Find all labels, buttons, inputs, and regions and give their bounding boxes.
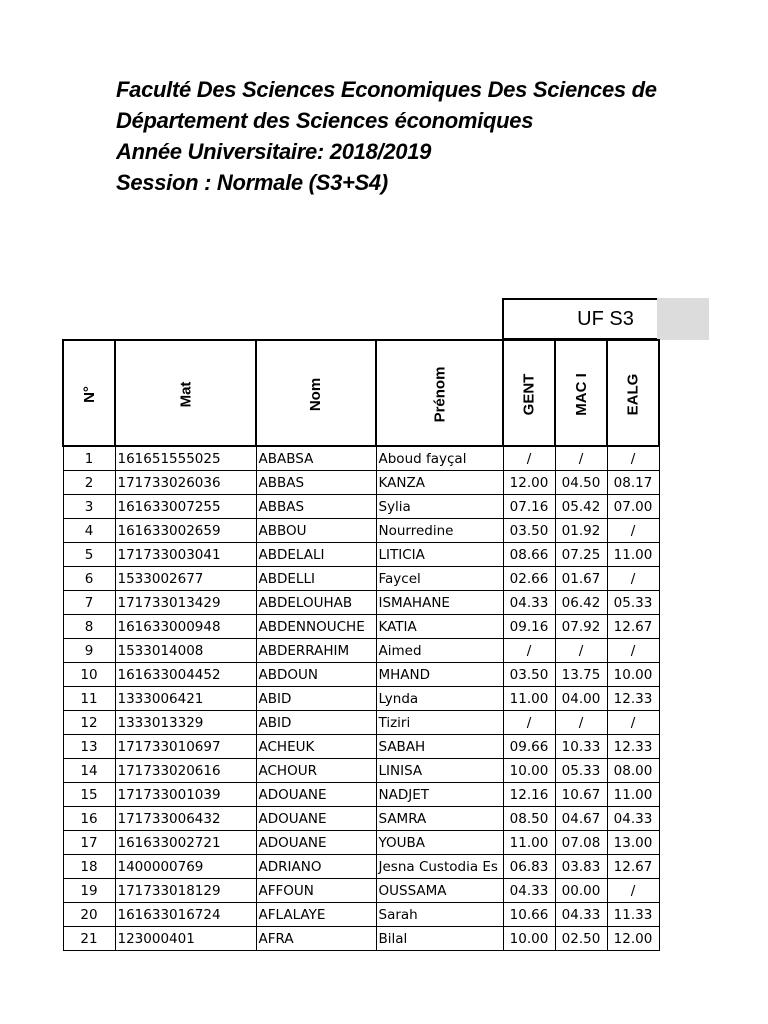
student-matricule: 161633007255: [115, 495, 256, 519]
student-matricule: 123000401: [115, 927, 256, 951]
student-matricule: 1333013329: [115, 711, 256, 735]
grades-table: [62, 339, 660, 951]
row-number: 10: [63, 663, 115, 687]
grade-ealg: /: [607, 567, 659, 591]
student-first-name: LITICIA: [376, 543, 503, 567]
student-matricule: 161633002659: [115, 519, 256, 543]
grade-ealg: 08.17: [607, 471, 659, 495]
table-row: [63, 879, 659, 903]
row-number: 16: [63, 807, 115, 831]
table-row: [63, 543, 659, 567]
row-number: 5: [63, 543, 115, 567]
grade-mac-i: 00.00: [555, 879, 607, 903]
table-row: [63, 831, 659, 855]
student-last-name: ADOUANE: [256, 783, 376, 807]
row-number: 12: [63, 711, 115, 735]
grade-ealg: /: [607, 879, 659, 903]
grade-mac-i: /: [555, 446, 607, 471]
table-row: [63, 495, 659, 519]
grade-ealg: /: [607, 711, 659, 735]
table-row: [63, 711, 659, 735]
student-first-name: KANZA: [376, 471, 503, 495]
student-matricule: 171733020616: [115, 759, 256, 783]
grade-gent: 10.00: [503, 927, 555, 951]
student-last-name: AFFOUN: [256, 879, 376, 903]
table-row: [63, 927, 659, 951]
grade-ealg: /: [607, 519, 659, 543]
grade-gent: 04.33: [503, 879, 555, 903]
grade-mac-i: 02.50: [555, 927, 607, 951]
student-first-name: SAMRA: [376, 807, 503, 831]
student-first-name: OUSSAMA: [376, 879, 503, 903]
table-row: [63, 446, 659, 471]
grade-gent: 12.00: [503, 471, 555, 495]
grade-gent: 08.50: [503, 807, 555, 831]
row-number: 20: [63, 903, 115, 927]
grade-gent: 12.16: [503, 783, 555, 807]
grade-gent: 10.00: [503, 759, 555, 783]
grade-mac-i: 03.83: [555, 855, 607, 879]
grade-mac-i: 04.50: [555, 471, 607, 495]
student-matricule: 1533002677: [115, 567, 256, 591]
grade-mac-i: 07.25: [555, 543, 607, 567]
row-number: 15: [63, 783, 115, 807]
table-row: [63, 855, 659, 879]
department-line: Département des Sciences économiques: [116, 108, 534, 133]
student-matricule: 171733026036: [115, 471, 256, 495]
faculty-line: Faculté Des Sciences Economiques Des Sciences de: [116, 77, 657, 102]
grade-ealg: /: [607, 639, 659, 663]
student-matricule: 161633004452: [115, 663, 256, 687]
student-matricule: 1400000769: [115, 855, 256, 879]
row-number: 11: [63, 687, 115, 711]
grade-mac-i: /: [555, 639, 607, 663]
row-number: 14: [63, 759, 115, 783]
grade-gent: 11.00: [503, 831, 555, 855]
student-first-name: ISMAHANE: [376, 591, 503, 615]
student-last-name: ABDERRAHIM: [256, 639, 376, 663]
grade-gent: /: [503, 639, 555, 663]
student-matricule: 161633000948: [115, 615, 256, 639]
student-last-name: ABBAS: [256, 495, 376, 519]
table-row: [63, 519, 659, 543]
grade-gent: 03.50: [503, 519, 555, 543]
grade-gent: /: [503, 446, 555, 471]
table-row: [63, 567, 659, 591]
row-number: 8: [63, 615, 115, 639]
column-header-mac-i: MAC I: [555, 340, 607, 446]
row-number: 18: [63, 855, 115, 879]
row-number: 19: [63, 879, 115, 903]
row-number: 13: [63, 735, 115, 759]
row-number: 17: [63, 831, 115, 855]
student-first-name: YOUBA: [376, 831, 503, 855]
table-row: [63, 591, 659, 615]
grade-mac-i: 04.67: [555, 807, 607, 831]
grade-ealg: 12.00: [607, 927, 659, 951]
student-first-name: Sarah: [376, 903, 503, 927]
column-header-prenom: Prénom: [376, 340, 503, 446]
student-first-name: Aimed: [376, 639, 503, 663]
student-first-name: Jesna Custodia Es: [376, 855, 503, 879]
grade-mac-i: 10.33: [555, 735, 607, 759]
student-matricule: 171733006432: [115, 807, 256, 831]
academic-year-line: Année Universitaire: 2018/2019: [116, 139, 432, 164]
grade-ealg: /: [607, 446, 659, 471]
student-first-name: MHAND: [376, 663, 503, 687]
student-last-name: ADOUANE: [256, 807, 376, 831]
student-matricule: 161651555025: [115, 446, 256, 471]
student-first-name: KATIA: [376, 615, 503, 639]
student-last-name: ABID: [256, 687, 376, 711]
grade-gent: 02.66: [503, 567, 555, 591]
student-last-name: ABDENNOUCHE: [256, 615, 376, 639]
grade-gent: 09.16: [503, 615, 555, 639]
student-last-name: ADOUANE: [256, 831, 376, 855]
student-first-name: Lynda: [376, 687, 503, 711]
student-last-name: ABBOU: [256, 519, 376, 543]
grade-mac-i: 06.42: [555, 591, 607, 615]
grade-ealg: 05.33: [607, 591, 659, 615]
student-matricule: 1333006421: [115, 687, 256, 711]
column-header-nom: Nom: [256, 340, 376, 446]
table-row: [63, 735, 659, 759]
grade-mac-i: 01.67: [555, 567, 607, 591]
grade-ealg: 08.00: [607, 759, 659, 783]
grade-mac-i: 07.92: [555, 615, 607, 639]
table-row: [63, 639, 659, 663]
grade-gent: 10.66: [503, 903, 555, 927]
row-number: 7: [63, 591, 115, 615]
student-matricule: 171733013429: [115, 591, 256, 615]
student-first-name: Bilal: [376, 927, 503, 951]
row-number: 9: [63, 639, 115, 663]
student-last-name: ADRIANO: [256, 855, 376, 879]
grade-gent: 08.66: [503, 543, 555, 567]
student-last-name: AFRA: [256, 927, 376, 951]
student-matricule: 171733003041: [115, 543, 256, 567]
grade-ealg: 04.33: [607, 807, 659, 831]
grade-ealg: 12.67: [607, 615, 659, 639]
column-header-mat: Mat: [115, 340, 256, 446]
grade-mac-i: 05.42: [555, 495, 607, 519]
grade-gent: 04.33: [503, 591, 555, 615]
grade-gent: 07.16: [503, 495, 555, 519]
table-row: [63, 663, 659, 687]
student-last-name: ABDOUN: [256, 663, 376, 687]
grade-gent: 03.50: [503, 663, 555, 687]
column-header-number: N°: [63, 340, 115, 446]
table-row: [63, 615, 659, 639]
grade-gent: 11.00: [503, 687, 555, 711]
student-matricule: 171733010697: [115, 735, 256, 759]
student-last-name: ABID: [256, 711, 376, 735]
student-matricule: 171733001039: [115, 783, 256, 807]
grade-mac-i: 13.75: [555, 663, 607, 687]
student-first-name: Faycel: [376, 567, 503, 591]
student-last-name: ABDELOUHAB: [256, 591, 376, 615]
table-row: [63, 687, 659, 711]
table-row: [63, 807, 659, 831]
grade-ealg: 11.33: [607, 903, 659, 927]
column-header-ealg: EALG: [607, 340, 659, 446]
session-line: Session : Normale (S3+S4): [116, 170, 388, 195]
student-last-name: ABDELALI: [256, 543, 376, 567]
student-last-name: ACHEUK: [256, 735, 376, 759]
student-last-name: AFLALAYE: [256, 903, 376, 927]
grade-ealg: 10.00: [607, 663, 659, 687]
table-row: [63, 471, 659, 495]
student-matricule: 171733018129: [115, 879, 256, 903]
table-row: [63, 903, 659, 927]
table-header-row: [63, 340, 659, 446]
student-first-name: NADJET: [376, 783, 503, 807]
uf-s3-label: UF S3: [577, 307, 634, 330]
grade-mac-i: 05.33: [555, 759, 607, 783]
student-first-name: Sylia: [376, 495, 503, 519]
row-number: 6: [63, 567, 115, 591]
student-matricule: 1533014008: [115, 639, 256, 663]
student-matricule: 161633016724: [115, 903, 256, 927]
document-header: [116, 74, 768, 198]
row-number: 1: [63, 446, 115, 471]
student-last-name: ABABSA: [256, 446, 376, 471]
row-number: 4: [63, 519, 115, 543]
grade-ealg: 13.00: [607, 831, 659, 855]
student-first-name: Aboud fayçal: [376, 446, 503, 471]
student-last-name: ACHOUR: [256, 759, 376, 783]
row-number: 21: [63, 927, 115, 951]
grade-mac-i: 04.33: [555, 903, 607, 927]
student-first-name: SABAH: [376, 735, 503, 759]
student-last-name: ABDELLI: [256, 567, 376, 591]
grade-mac-i: 01.92: [555, 519, 607, 543]
grade-mac-i: /: [555, 711, 607, 735]
table-row: [63, 783, 659, 807]
grade-ealg: 12.33: [607, 735, 659, 759]
row-number: 2: [63, 471, 115, 495]
student-first-name: Tiziri: [376, 711, 503, 735]
grade-mac-i: 10.67: [555, 783, 607, 807]
grade-ealg: 12.33: [607, 687, 659, 711]
grade-gent: 09.66: [503, 735, 555, 759]
column-header-gent: GENT: [503, 340, 555, 446]
student-first-name: Nourredine: [376, 519, 503, 543]
student-last-name: ABBAS: [256, 471, 376, 495]
grade-ealg: 11.00: [607, 543, 659, 567]
grade-mac-i: 04.00: [555, 687, 607, 711]
grade-ealg: 11.00: [607, 783, 659, 807]
grade-ealg: 12.67: [607, 855, 659, 879]
student-first-name: LINISA: [376, 759, 503, 783]
grade-gent: 06.83: [503, 855, 555, 879]
student-matricule: 161633002721: [115, 831, 256, 855]
grade-gent: /: [503, 711, 555, 735]
row-number: 3: [63, 495, 115, 519]
table-row: [63, 759, 659, 783]
grade-mac-i: 07.08: [555, 831, 607, 855]
grade-ealg: 07.00: [607, 495, 659, 519]
